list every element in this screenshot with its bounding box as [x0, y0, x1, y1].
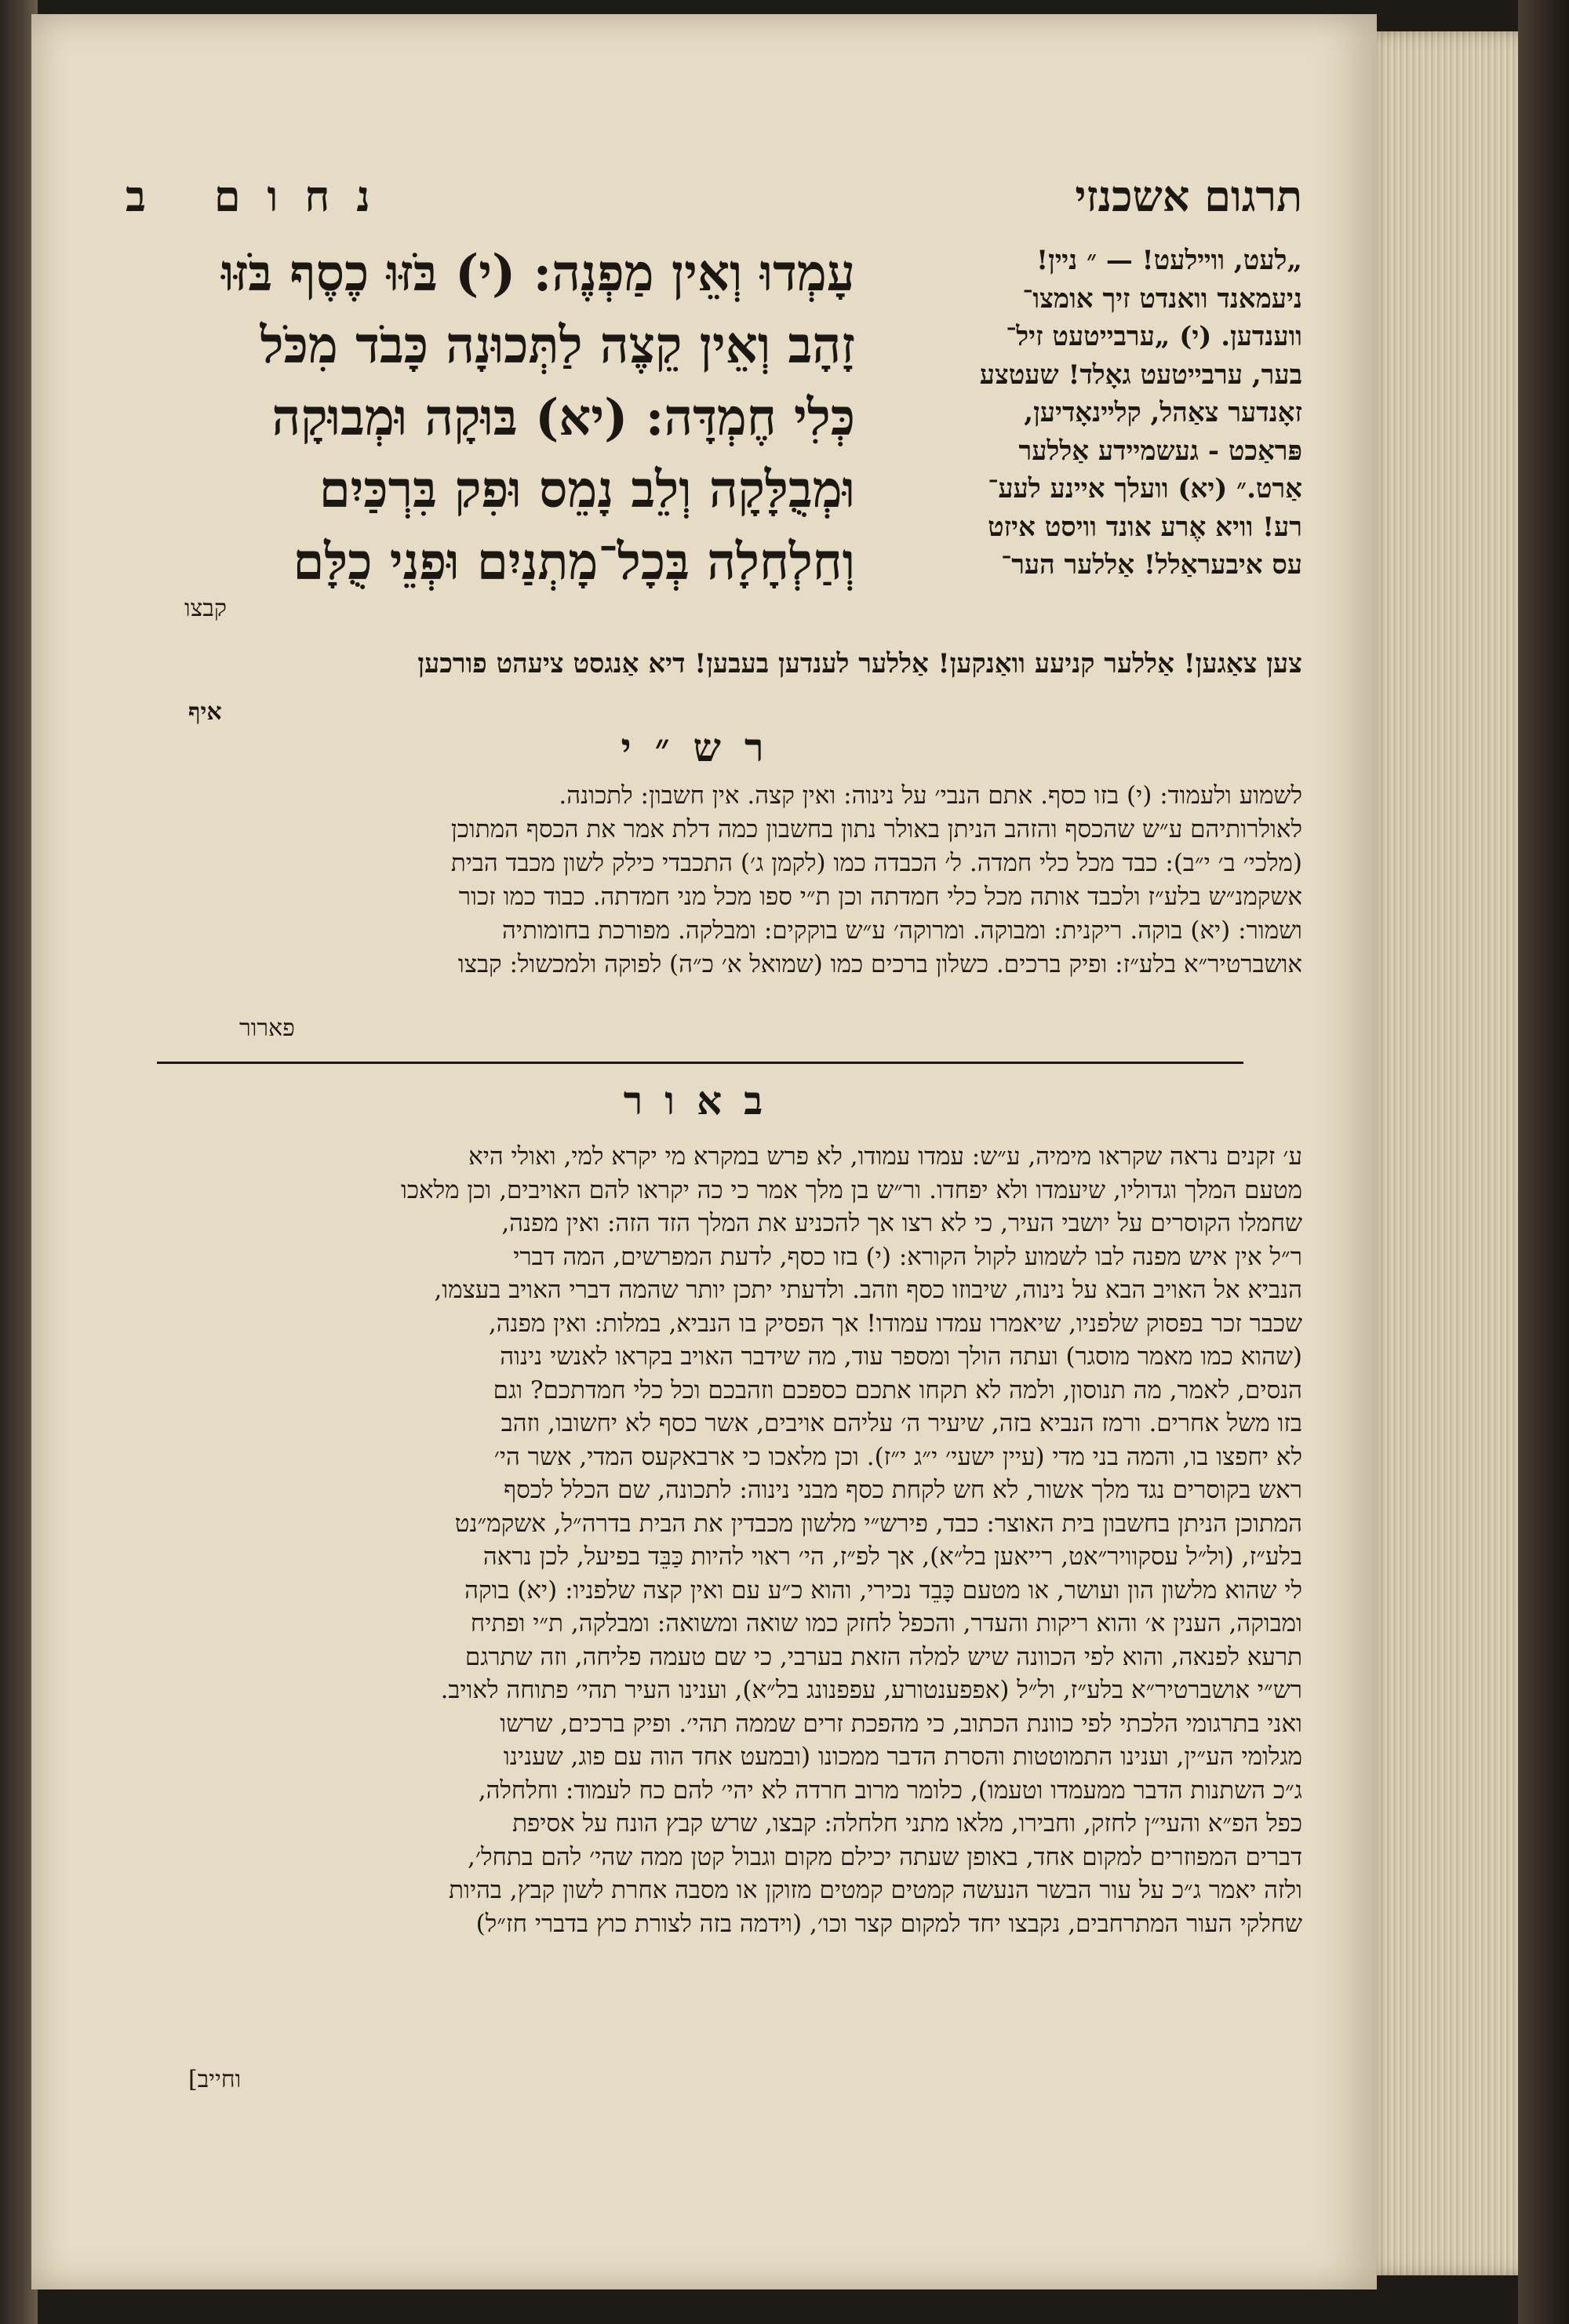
- biur-line: ג״כ השתנות הדבר ממעמדו וטעמו), כלומר מרוב חרדה לא יהי׳ להם כח לעמוד: וחלחלה,: [478, 1776, 1302, 1805]
- targum-line: פּראַכט - געשמיידע אַללער: [1018, 435, 1302, 467]
- targum-full-width-line: צען צאַגען! אַללער קניעע וואַנקען! אַללער לענדען בעבען! דיא אַנגסט ציעהט פורכען: [417, 648, 1302, 679]
- biur-line: ע׳ זקנים נראה שקראו מימיה, ע״ש: עמדו עמודו, לא פרש במקרא מי יקרא למי, ואולי היא: [468, 1142, 1302, 1171]
- biur-line: לי שהוא מלשון הון ועושר, או מטעם כָּבֵד נכירי, והוא כ״ע עם ואין קצה שלפניו: (יא) בוקה: [464, 1575, 1302, 1605]
- biur-line: (שהוא כמו מאמר מוסגר) ועתה הולך ומספר עוד, מה שידבר האויב בקראו לאנשי נינוה: [500, 1342, 1302, 1371]
- scripture-line: וְחַלְחָלָה בְּכָל־מָתְנַיִם וּפְנֵי כֻלָּם: [293, 533, 855, 592]
- biur-line: בזו משל אחרים. ורמז הנביא בזה, שיעיר ה׳ עליהם אויבים, אשר כסף לא יחשובו, וזהב: [501, 1409, 1302, 1437]
- targum-line: עס איבעראַלל! אַללער הער־: [1001, 549, 1302, 581]
- targum-line: בער, ערבייטעט גאָלד! שעטצע: [979, 359, 1302, 391]
- book-page: [31, 14, 1377, 2289]
- running-head: [126, 171, 1302, 234]
- biur-line: ראש בקוסרים נגד מלך אשור, לא חש לקחת כסף מבני נינוה: לתכונה, שם הכלל לכסף: [504, 1476, 1302, 1504]
- biur-line: מטעם המלך וגדוליו, שיעמדו ולא יפחדו. ור״ש בן מלך אמר כי כה יקראו להם האויבים, וכן מלאכו: [400, 1175, 1302, 1204]
- biur-catchword: וחייב]: [188, 2066, 242, 2093]
- rashi-line: אשקמנ״ש בלע״ז ולכבד אותה מכל כלי חמדתה וכן ת״י ספו מכל מני חמדתה. כבוד כמו זכור: [458, 883, 1302, 911]
- biur-line: תרעא לפנאה, והוא לפי הכוונה שיש למלה הזאת בערבי, כי שם טעמה פליחה, וזה שתרגם: [464, 1642, 1302, 1671]
- biur-line: דברים המפוזרים למקום אחד, באופן שעתה יכילם מקום וגבול קטן ממה שהי׳ להם בתחל׳,: [468, 1842, 1302, 1871]
- biur-line: ר״ל אין איש מפנה לבו לשמוע לקול הקורא: (י) בזו כסף, לדעת המפרשים, המה דברי: [513, 1242, 1302, 1271]
- targum-catchword: איף: [188, 698, 222, 726]
- biur-line: הנביא אל האויב הבא על נינוה, שיבוזו כסף וזהב. ולדעתי יתכן יותר שהמה דברי האויב בעצמו,: [434, 1276, 1302, 1304]
- biur-line: ומבוקה, הענין א׳ והוא ריקות והעדר, והכפל לחזק כמו שואה ומשואה: ומבלקה, ת״י ופתיח: [470, 1609, 1302, 1637]
- targum-line: רע! וויא אֶרע אונד וויסט איזט: [988, 511, 1302, 543]
- biur-line: כפל הפ״א והעי״ן לחזק, וחבירו, מלאו מתני חלחלה: קבצו, שרש קבץ הונח על אסיפת: [512, 1809, 1302, 1838]
- targum-line: ניעמאנד וואנדט זיך אומצו־: [1022, 282, 1302, 315]
- scripture-line: זָהָב וְאֵין קֵצֶה לַתְּכוּנָה כָּבֹד מִכֹּל: [260, 316, 855, 375]
- biur-line: הנסים, לאמר, מה תנוסון, ולמה לא תקחו אתכם כספכם וזהבכם וכל כלי חמדתכם? וגם: [493, 1375, 1302, 1404]
- biur-line: לא יחפצו בו, והמה בני מדי (עיין ישעי׳ י״ג י״ז). וכן מלאכו כי ארבאקעס המדי, אשר הי׳: [493, 1442, 1302, 1471]
- biur-line: ואני בתרגומי הלכתי לפי כוונת הכתוב, כי מהפכת זרים שממה תהי׳. ופיק ברכים, שרשו: [500, 1709, 1302, 1738]
- targum-line: אַרט.״ (יא) וועלך איינע לעע־: [988, 473, 1302, 505]
- biur-line: שכבר זכר בפסוק שלפניו, שיאמרו עמדו עמודו! אך הפסיק בו הנביא, במלות: ואין מפנה,: [488, 1309, 1302, 1338]
- targum-line: זאָנדער צאַהל, קלײנאָדיען,: [1024, 397, 1302, 428]
- targum-text-block: [883, 242, 1302, 585]
- biur-line: ולזה יאמר ג״כ על עור הבשר הנעשה קמטים קמטים מזוקן או מסבה אחרת לשון קבץ, בהיות: [449, 1876, 1302, 1904]
- running-head-targum-title: תרגום אשכנזי: [1075, 171, 1302, 221]
- running-head-book-chapter: נחום ב: [126, 171, 397, 221]
- rashi-line: ושמור: (יא) בוקה. ריקנית: ומבוקה. ומרוקה׳ ע״ש בוקקים: ומבלקה. מפורכת בחומותיה: [502, 916, 1302, 945]
- rashi-commentary: [122, 779, 1302, 982]
- biur-line: שחמלו הקוסרים על יושבי העיר, כי לא רצו אך להכניע את המלך הזד הזה: ואין מפנה,: [501, 1209, 1302, 1237]
- scripture-catchword: קבצו: [184, 595, 227, 622]
- targum-line: „לעט, ווײלעט! — ״ נײן!: [1036, 245, 1302, 276]
- biur-line: בלע״ז, (ול״ל עסקוויר״אט, רייאען בל״א), אך לפ״ז, הי׳ ראוי להיות כַּבֵּד בפיעל, לכן נראה: [482, 1543, 1302, 1571]
- scripture-text-block: [122, 238, 855, 599]
- rashi-catchword: פארור: [239, 1014, 295, 1042]
- scripture-line: וּמְבֻלָּקָה וְלֵב נָמֵס וּפִק בִּרְכַּיִם: [319, 461, 855, 519]
- rashi-line: לשמוע ולעמוד: (י) בזו כסף. אתם הנבי׳ על נינוה: ואין קצה. אין חשבון: לתכונה.: [559, 781, 1302, 810]
- rashi-line: לאולרותיהם ע״ש שהכסף והזהב הניתן באולר נתון בחשבון כמה דלת אמר את הכסף המתוכן: [450, 815, 1302, 843]
- page-stack-edge: [1365, 31, 1522, 2275]
- biur-line: שחלקי העור המתרחבים, נקבצו יחד למקום קצר וכו׳, (וידמה בזה לצורת כוץ בדברי חז״ל): [475, 1909, 1302, 1938]
- rashi-line: (מלכי׳ ב׳ י״ב): כבד מכל כלי חמדה. ל׳ הכבדה כמו (לקמן ג׳) התכבדי כילק לשון מכבד הבית: [450, 849, 1302, 877]
- rashi-line: אושברטיר״א בלע״ז: ופיק ברכים. כשלון ברכים כמו (שמואל א׳ כ״ה) לפוקה ולמכשול: קבצו: [457, 950, 1302, 978]
- biur-line: מגלומי הע״ין, וענינו התמוטטות והסרת הדבר ממכונו (ובמעט אחד הוה עם פוג, שענינו: [503, 1743, 1302, 1771]
- targum-line: ווענדען. (י) „ערבייטעט זיל־: [1006, 321, 1302, 352]
- biur-commentary: [122, 1140, 1302, 1940]
- section-divider-rule: [157, 1062, 1243, 1064]
- scripture-line: כְּלִי חֶמְדָּה: (יא) בּוּקָה וּמְבוּקָה: [271, 388, 855, 447]
- rashi-heading: רש״י: [621, 724, 788, 770]
- biur-line: המתוכן הניתן בחשבון בית האוצר: כבד, פירש״י מלשון מכבדין את הבית בדרה״ל, אשקמ״נט: [454, 1509, 1302, 1538]
- book-cover-edge: [1518, 0, 1569, 2324]
- biur-line: רש״י אושברטיר״א בלע״ז, ול״ל (אפפענטורע, עפפנונג בל״א), וענינו העיר תהי׳ פתוחה לאויב.: [440, 1676, 1302, 1704]
- scripture-line: עָמְדוּ וְאֵין מַפְנֶה: (י) בֹּזּוּ כֶסֶף בֹּזּוּ: [221, 244, 855, 303]
- biur-heading: באור: [623, 1077, 785, 1124]
